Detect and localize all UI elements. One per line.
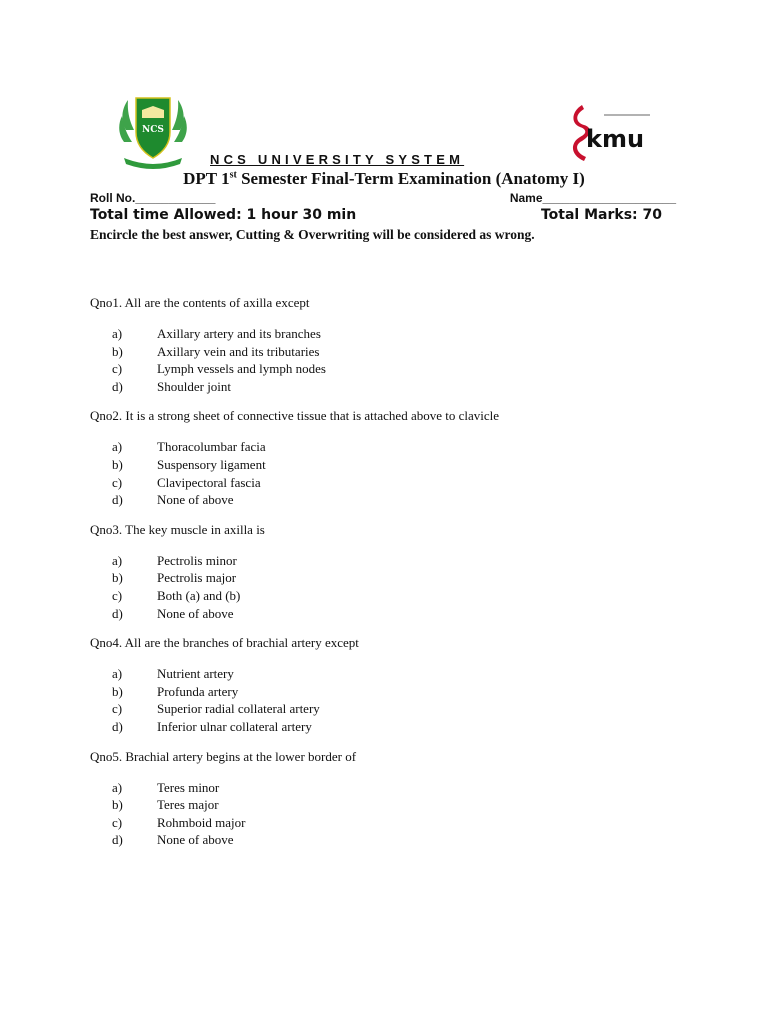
option-letter: a) xyxy=(112,439,123,455)
option[interactable] xyxy=(90,325,710,343)
question-text: Qno5. Brachial artery begins at the lower border of xyxy=(90,748,357,764)
total-marks: Total Marks: 70 xyxy=(540,207,662,223)
university-name: NCS UNIVERSITY SYSTEM xyxy=(210,152,465,167)
option-text: Both (a) and (b) xyxy=(157,587,241,603)
option-letter: b) xyxy=(112,456,123,472)
option-text: None of above xyxy=(157,605,234,621)
option[interactable] xyxy=(90,831,710,849)
option-text: Pectrolis minor xyxy=(157,552,237,568)
option-letter: a) xyxy=(112,552,123,568)
option-letter: b) xyxy=(112,797,123,813)
ncs-crest-logo-icon xyxy=(118,90,188,170)
option[interactable] xyxy=(90,814,710,832)
option[interactable] xyxy=(90,665,710,683)
question-text: Qno2. It is a strong sheet of connective tissue that is attached above to clavicle xyxy=(90,408,500,424)
options-list xyxy=(90,665,710,735)
kmu-logo-text: kmu xyxy=(586,125,645,153)
question-text: Qno1. All are the contents of axilla except xyxy=(90,295,310,310)
option-text: Thoracolumbar facia xyxy=(157,439,266,455)
option-text: None of above xyxy=(157,832,234,848)
option-letter: c) xyxy=(112,587,123,603)
option-letter: b) xyxy=(112,683,123,699)
option-text: None of above xyxy=(157,492,234,508)
options-list xyxy=(90,779,710,849)
ncs-logo-text: NCS xyxy=(142,125,164,135)
option[interactable] xyxy=(90,552,710,570)
name-field: Name____________________ xyxy=(509,191,676,205)
option-letter: d) xyxy=(112,605,123,621)
question xyxy=(90,407,710,508)
option[interactable] xyxy=(90,779,710,797)
option-letter: c) xyxy=(112,474,123,490)
option-letter: a) xyxy=(112,666,123,682)
option-text: Axillary vein and its tributaries xyxy=(157,343,320,359)
option-text: Nutrient artery xyxy=(157,666,234,682)
kmu-logo-icon xyxy=(570,105,654,165)
option[interactable] xyxy=(90,491,710,509)
option-text: Teres minor xyxy=(157,779,220,795)
option-letter: b) xyxy=(112,570,123,586)
option-letter: c) xyxy=(112,814,123,830)
option-text: Profunda artery xyxy=(157,683,239,699)
option[interactable] xyxy=(90,438,710,456)
option[interactable] xyxy=(90,605,710,623)
option-text: Shoulder joint xyxy=(157,378,232,394)
time-allowed: Total time Allowed: 1 hour 30 min xyxy=(90,207,357,223)
option[interactable] xyxy=(90,700,710,718)
option-text: Inferior ulnar collateral artery xyxy=(157,718,312,734)
exam-title-pre: DPT 1 xyxy=(183,169,230,188)
option[interactable] xyxy=(90,569,710,587)
option-text: Rohmboid major xyxy=(157,814,246,830)
question xyxy=(90,294,710,395)
question xyxy=(90,521,710,622)
option-text: Teres major xyxy=(157,797,219,813)
option-text: Pectrolis major xyxy=(157,570,237,586)
roll-no-field: Roll No.____________ xyxy=(90,191,216,205)
option-letter: d) xyxy=(112,718,123,734)
instructions: Encircle the best answer, Cutting & Overwriting will be considered as wrong. xyxy=(90,227,535,242)
option[interactable] xyxy=(90,456,710,474)
option-letter: d) xyxy=(112,378,123,394)
option[interactable] xyxy=(90,360,710,378)
option-letter: b) xyxy=(112,343,123,359)
question-text: Qno3. The key muscle in axilla is xyxy=(90,521,265,537)
option-letter: c) xyxy=(112,361,123,377)
options-list xyxy=(90,438,710,508)
option-letter: d) xyxy=(112,492,123,508)
option-letter: d) xyxy=(112,832,123,848)
question xyxy=(90,748,710,849)
exam-title xyxy=(0,169,768,189)
option[interactable] xyxy=(90,343,710,361)
options-list xyxy=(90,325,710,395)
option-text: Suspensory ligament xyxy=(157,456,266,472)
option-text: Axillary artery and its branches xyxy=(157,326,321,341)
question-text: Qno4. All are the branches of brachial artery except xyxy=(90,635,359,651)
option[interactable] xyxy=(90,378,710,396)
option-text: Superior radial collateral artery xyxy=(157,701,320,717)
option-text: Clavipectoral fascia xyxy=(157,474,261,490)
option[interactable] xyxy=(90,796,710,814)
option-letter: a) xyxy=(112,779,123,795)
exam-title-sup: st xyxy=(229,169,237,181)
option[interactable] xyxy=(90,683,710,701)
option-text: Lymph vessels and lymph nodes xyxy=(157,361,326,377)
option-letter: a) xyxy=(112,326,123,341)
option-letter: c) xyxy=(112,701,123,717)
questions-list xyxy=(90,294,710,861)
option[interactable] xyxy=(90,587,710,605)
exam-title-post: Semester Final-Term Examination (Anatomy I) xyxy=(236,169,585,188)
time-marks-row xyxy=(90,207,662,223)
option[interactable] xyxy=(90,474,710,492)
option[interactable] xyxy=(90,718,710,736)
roll-name-row xyxy=(90,191,676,205)
question xyxy=(90,634,710,735)
options-list xyxy=(90,552,710,622)
